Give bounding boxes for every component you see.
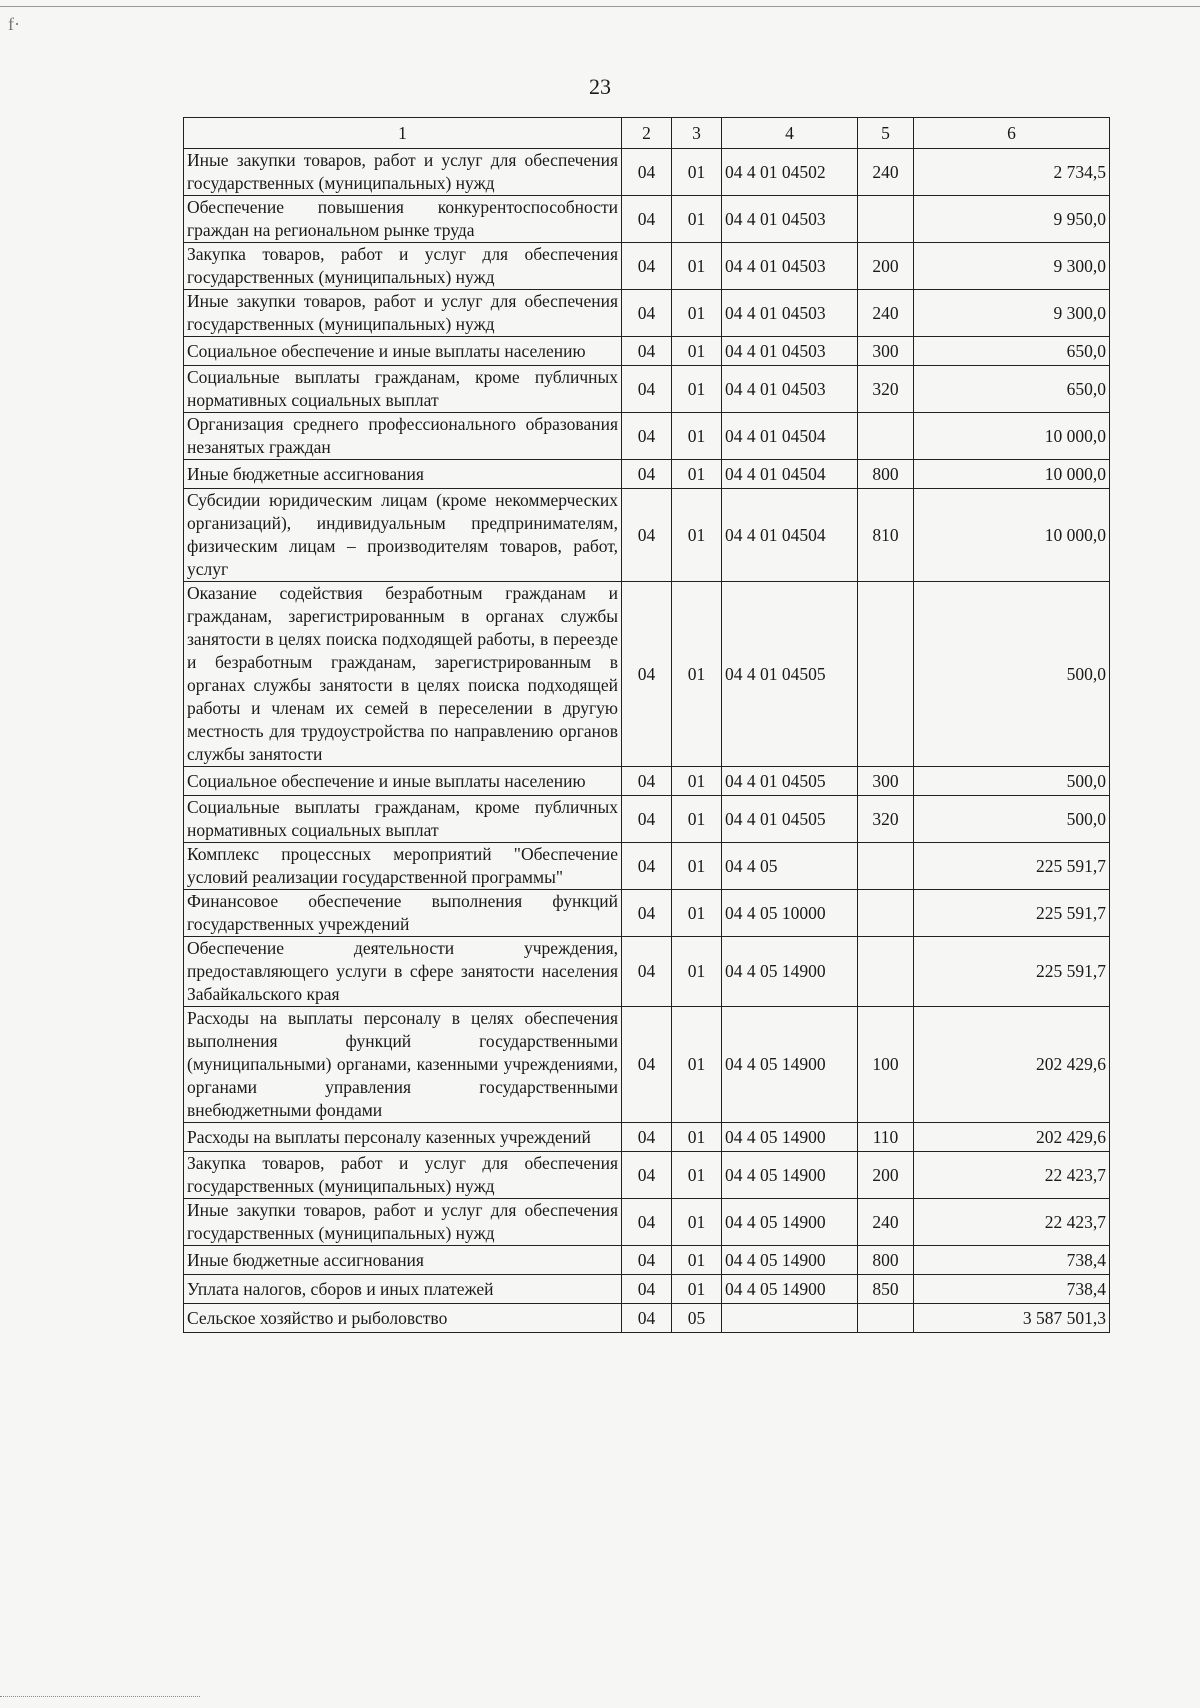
row-name-cell: Иные закупки товаров, работ и услуг для обеспечения государственных (муниципальных) нужд [184,149,622,196]
row-name-cell: Обеспечение повышения конкурентоспособности граждан на региональном рынке труда [184,196,622,243]
row-cell-col-3: 01 [672,1199,722,1246]
row-name-cell: Иные закупки товаров, работ и услуг для обеспечения государственных (муниципальных) нужд [184,1199,622,1246]
row-cell-col-5: 200 [858,1152,914,1199]
row-cell-col-5: 300 [858,767,914,796]
row-name-cell: Социальные выплаты гражданам, кроме публичных нормативных социальных выплат [184,796,622,843]
row-cell-col-5: 240 [858,149,914,196]
row-cell-col-2: 04 [622,366,672,413]
row-name-cell: Субсидии юридическим лицам (кроме некоммерческих организаций), индивидуальным предпринимателям, физическим лицам – производителям товаров, работ, услуг [184,489,622,582]
row-cell-col-2: 04 [622,796,672,843]
row-cell-col-4 [722,1304,858,1333]
row-cell-col-4: 04 4 05 14900 [722,1246,858,1275]
row-cell-col-4: 04 4 01 04502 [722,149,858,196]
row-cell-col-4: 04 4 01 04505 [722,796,858,843]
row-cell-col-2: 04 [622,413,672,460]
row-cell-col-2: 04 [622,767,672,796]
row-cell-col-2: 04 [622,890,672,937]
row-cell-col-2: 04 [622,196,672,243]
table-row [184,843,1110,890]
table-row [184,1304,1110,1333]
row-cell-col-6: 10 000,0 [914,489,1110,582]
row-cell-col-5 [858,890,914,937]
row-cell-col-2: 04 [622,1199,672,1246]
row-name-cell: Иные бюджетные ассигнования [184,460,622,489]
row-cell-col-4: 04 4 01 04504 [722,489,858,582]
row-name-cell: Социальное обеспечение и иные выплаты населению [184,337,622,366]
table-row [184,796,1110,843]
row-cell-col-4: 04 4 05 10000 [722,890,858,937]
row-name-cell: Социальные выплаты гражданам, кроме публичных нормативных социальных выплат [184,366,622,413]
row-cell-col-3: 01 [672,1007,722,1123]
row-name-cell: Уплата налогов, сборов и иных платежей [184,1275,622,1304]
row-cell-col-3: 01 [672,937,722,1007]
row-cell-col-5 [858,413,914,460]
table-row [184,489,1110,582]
row-name-cell: Расходы на выплаты персоналу казенных учреждений [184,1123,622,1152]
row-cell-col-5: 320 [858,796,914,843]
row-cell-col-4: 04 4 01 04503 [722,290,858,337]
row-cell-col-4: 04 4 05 14900 [722,1275,858,1304]
row-cell-col-5: 200 [858,243,914,290]
row-cell-col-3: 01 [672,290,722,337]
header-col-4: 4 [722,118,858,149]
header-col-6: 6 [914,118,1110,149]
row-cell-col-4: 04 4 01 04503 [722,196,858,243]
row-name-cell: Закупка товаров, работ и услуг для обеспечения государственных (муниципальных) нужд [184,1152,622,1199]
row-cell-col-2: 04 [622,1152,672,1199]
row-cell-col-6: 2 734,5 [914,149,1110,196]
row-cell-col-2: 04 [622,1007,672,1123]
row-name-cell: Организация среднего профессионального образования незанятых граждан [184,413,622,460]
row-name-cell: Финансовое обеспечение выполнения функций государственных учреждений [184,890,622,937]
row-cell-col-5 [858,937,914,1007]
row-cell-col-3: 01 [672,796,722,843]
row-cell-col-4: 04 4 01 04503 [722,337,858,366]
row-cell-col-3: 01 [672,196,722,243]
row-name-cell: Иные бюджетные ассигнования [184,1246,622,1275]
row-cell-col-4: 04 4 05 14900 [722,1199,858,1246]
row-cell-col-4: 04 4 01 04503 [722,243,858,290]
row-cell-col-3: 01 [672,582,722,767]
row-cell-col-6: 650,0 [914,366,1110,413]
table-row [184,767,1110,796]
row-cell-col-2: 04 [622,843,672,890]
table-row [184,1246,1110,1275]
row-cell-col-4: 04 4 05 [722,843,858,890]
row-cell-col-2: 04 [622,937,672,1007]
row-name-cell: Комплекс процессных мероприятий "Обеспечение условий реализации государственной программы" [184,843,622,890]
row-cell-col-5: 110 [858,1123,914,1152]
row-cell-col-3: 01 [672,337,722,366]
row-name-cell: Оказание содействия безработным гражданам и гражданам, зарегистрированным в органах службы занятости в целях поиска подходящей работы, в переезде и безработным гражданам, зарегистрированным в органах службы занятости в целях поиска подходящей работы и членам их семей в переселении в другую местность для трудоустройства по направлению органов службы занятости [184,582,622,767]
row-cell-col-3: 01 [672,767,722,796]
row-cell-col-6: 202 429,6 [914,1123,1110,1152]
table-row [184,337,1110,366]
row-cell-col-4: 04 4 01 04503 [722,366,858,413]
table-row [184,890,1110,937]
row-cell-col-5 [858,1304,914,1333]
row-cell-col-4: 04 4 01 04505 [722,582,858,767]
table-row [184,196,1110,243]
page-number: 23 [589,74,611,99]
table-row [184,413,1110,460]
row-cell-col-4: 04 4 01 04504 [722,460,858,489]
row-cell-col-4: 04 4 01 04505 [722,767,858,796]
row-cell-col-5: 800 [858,1246,914,1275]
table-row [184,366,1110,413]
row-cell-col-2: 04 [622,149,672,196]
row-cell-col-2: 04 [622,582,672,767]
row-cell-col-2: 04 [622,1275,672,1304]
row-cell-col-5: 320 [858,366,914,413]
row-cell-col-6: 500,0 [914,796,1110,843]
table-row [184,1275,1110,1304]
row-cell-col-6: 9 300,0 [914,290,1110,337]
row-cell-col-6: 500,0 [914,582,1110,767]
table-row [184,290,1110,337]
row-cell-col-2: 04 [622,1304,672,1333]
header-col-3: 3 [672,118,722,149]
row-cell-col-6: 225 591,7 [914,843,1110,890]
row-cell-col-5: 240 [858,1199,914,1246]
row-cell-col-3: 01 [672,460,722,489]
row-cell-col-5 [858,843,914,890]
row-cell-col-3: 05 [672,1304,722,1333]
row-cell-col-5: 240 [858,290,914,337]
row-cell-col-3: 01 [672,149,722,196]
row-cell-col-6: 738,4 [914,1246,1110,1275]
row-cell-col-6: 10 000,0 [914,460,1110,489]
row-cell-col-3: 01 [672,489,722,582]
table-body [184,149,1110,1333]
row-cell-col-3: 01 [672,1152,722,1199]
table-row [184,1152,1110,1199]
table-row [184,937,1110,1007]
header-row [184,118,1110,149]
table-row [184,460,1110,489]
row-cell-col-6: 650,0 [914,337,1110,366]
table-row [184,149,1110,196]
budget-table [183,117,1110,1333]
row-cell-col-5: 300 [858,337,914,366]
row-name-cell: Иные закупки товаров, работ и услуг для обеспечения государственных (муниципальных) нужд [184,290,622,337]
row-cell-col-3: 01 [672,890,722,937]
row-cell-col-4: 04 4 01 04504 [722,413,858,460]
row-cell-col-6: 22 423,7 [914,1152,1110,1199]
row-cell-col-5 [858,582,914,767]
header-col-1: 1 [184,118,622,149]
row-cell-col-5: 800 [858,460,914,489]
row-name-cell: Расходы на выплаты персоналу в целях обеспечения выполнения функций государственными (муниципальными) органами, казенными учреждениями, органами управления государственными внебюджетными фондами [184,1007,622,1123]
table-row [184,1123,1110,1152]
row-cell-col-6: 3 587 501,3 [914,1304,1110,1333]
corner-mark: f· [8,14,20,34]
scan-edge-line-bottom [0,1696,200,1698]
row-cell-col-3: 01 [672,413,722,460]
row-name-cell: Сельское хозяйство и рыболовство [184,1304,622,1333]
row-cell-col-6: 9 300,0 [914,243,1110,290]
row-cell-col-6: 202 429,6 [914,1007,1110,1123]
row-cell-col-3: 01 [672,1246,722,1275]
row-cell-col-4: 04 4 05 14900 [722,1007,858,1123]
row-cell-col-3: 01 [672,366,722,413]
header-col-2: 2 [622,118,672,149]
row-cell-col-3: 01 [672,843,722,890]
header-col-5: 5 [858,118,914,149]
row-cell-col-5 [858,196,914,243]
row-name-cell: Социальное обеспечение и иные выплаты населению [184,767,622,796]
row-cell-col-6: 10 000,0 [914,413,1110,460]
row-cell-col-3: 01 [672,1275,722,1304]
row-cell-col-4: 04 4 05 14900 [722,1152,858,1199]
row-cell-col-5: 810 [858,489,914,582]
table-header [184,118,1110,149]
table-row [184,243,1110,290]
row-cell-col-6: 225 591,7 [914,890,1110,937]
row-cell-col-3: 01 [672,1123,722,1152]
row-cell-col-2: 04 [622,290,672,337]
row-cell-col-6: 9 950,0 [914,196,1110,243]
row-name-cell: Закупка товаров, работ и услуг для обеспечения государственных (муниципальных) нужд [184,243,622,290]
table-row [184,582,1110,767]
row-cell-col-4: 04 4 05 14900 [722,937,858,1007]
row-cell-col-6: 22 423,7 [914,1199,1110,1246]
row-cell-col-6: 500,0 [914,767,1110,796]
row-cell-col-5: 100 [858,1007,914,1123]
row-cell-col-2: 04 [622,460,672,489]
row-cell-col-5: 850 [858,1275,914,1304]
row-cell-col-2: 04 [622,1246,672,1275]
row-cell-col-4: 04 4 05 14900 [722,1123,858,1152]
row-cell-col-2: 04 [622,337,672,366]
row-name-cell: Обеспечение деятельности учреждения, предоставляющего услуги в сфере занятости населения Забайкальского края [184,937,622,1007]
row-cell-col-2: 04 [622,1123,672,1152]
row-cell-col-3: 01 [672,243,722,290]
table-row [184,1007,1110,1123]
table-row [184,1199,1110,1246]
row-cell-col-6: 225 591,7 [914,937,1110,1007]
row-cell-col-2: 04 [622,489,672,582]
row-cell-col-2: 04 [622,243,672,290]
row-cell-col-6: 738,4 [914,1275,1110,1304]
scan-edge-line [0,6,1200,7]
